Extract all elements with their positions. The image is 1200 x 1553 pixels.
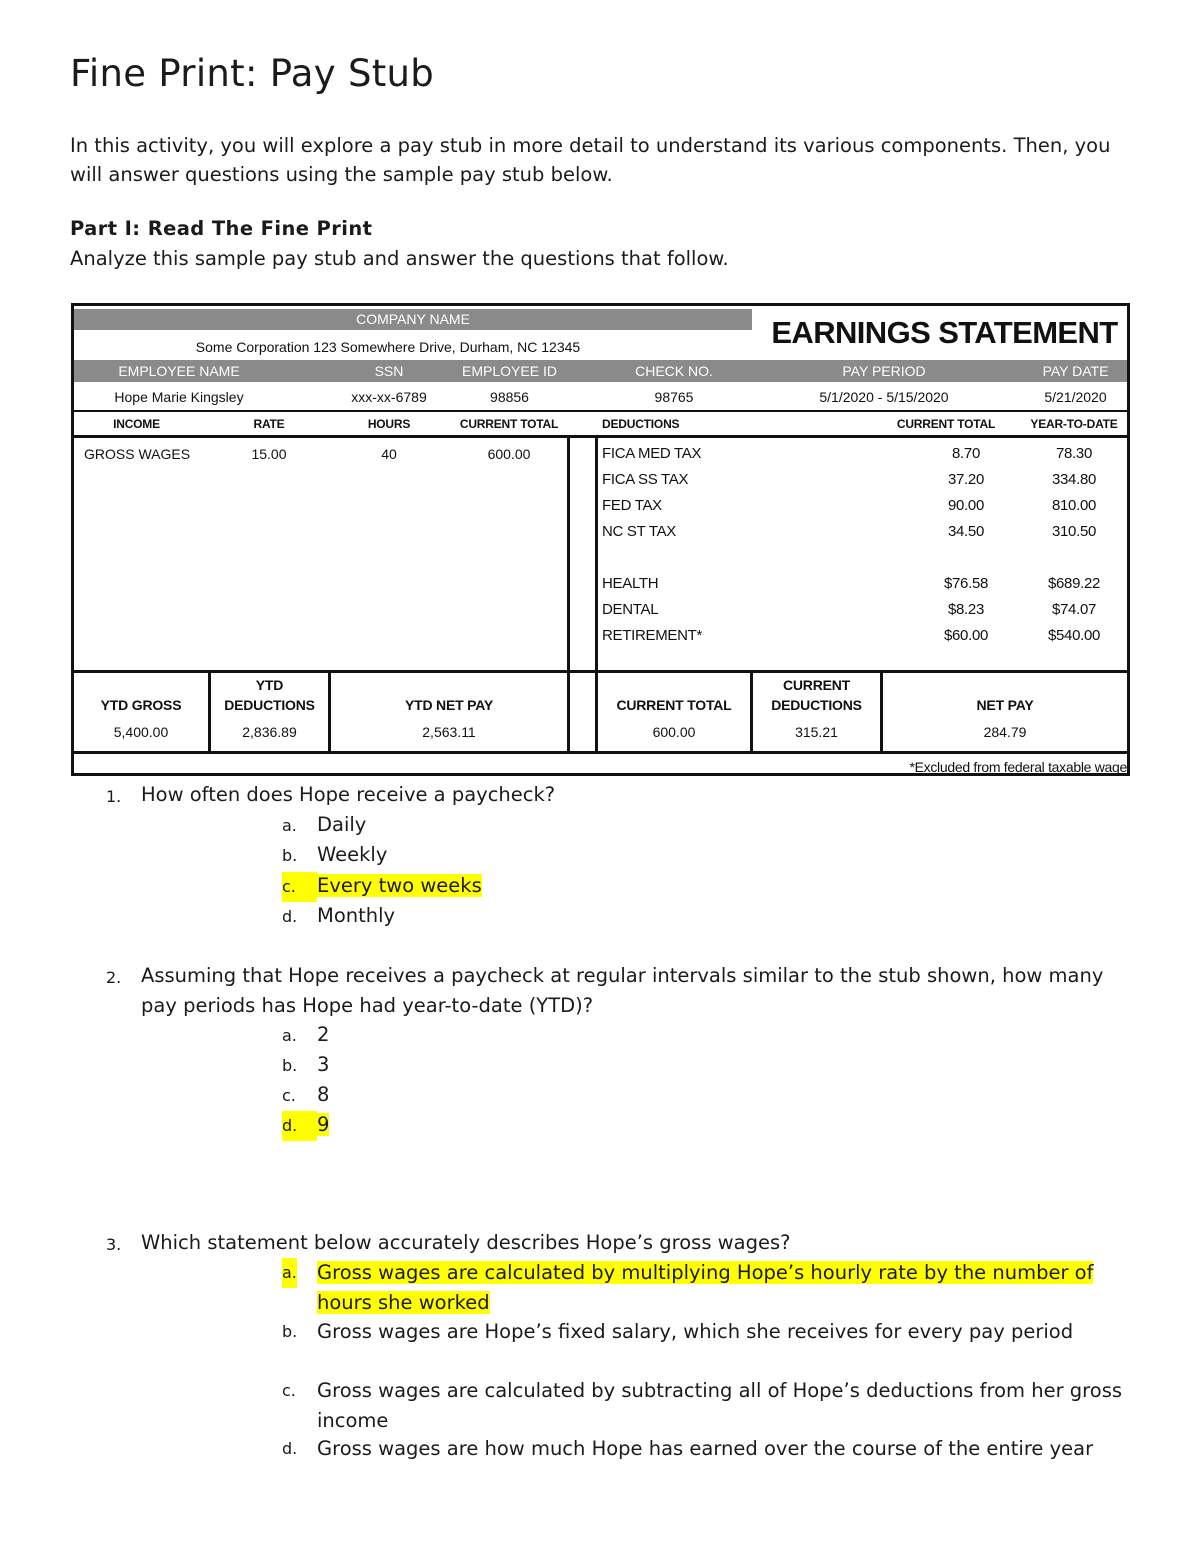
option-text: Every two weeks	[317, 874, 482, 897]
current-total-label: CURRENT TOTAL	[616, 697, 732, 713]
answer-option-selected	[282, 871, 482, 902]
option-text: 9	[317, 1113, 330, 1136]
current-deductions-label-2: DEDUCTIONS	[771, 697, 862, 713]
ytd-net-pay-value: 2,563.11	[422, 724, 476, 740]
income-hours: 40	[381, 446, 397, 462]
question-number: 3.	[106, 1235, 122, 1254]
answer-option	[282, 840, 387, 871]
deduction-label: NC ST TAX	[602, 523, 676, 540]
option-text: Gross wages are Hope’s fixed salary, which she receives for every pay period	[317, 1320, 1074, 1343]
option-letter: b.	[282, 1322, 298, 1341]
option-letter: a.	[282, 1258, 297, 1288]
answer-option-selected	[282, 1258, 1132, 1318]
label-pay-date: PAY DATE	[1042, 363, 1109, 379]
deduction-current: 37.20	[947, 471, 985, 488]
footnote: *Excluded from federal taxable wage	[909, 759, 1127, 775]
deduction-label: FICA SS TAX	[602, 471, 689, 488]
deduction-ytd: $689.22	[1047, 575, 1101, 592]
deduction-current: $60.00	[943, 627, 989, 644]
deduction-ytd: $74.07	[1051, 601, 1097, 618]
income-rate: 15.00	[251, 446, 287, 462]
answer-option-selected	[282, 1110, 329, 1141]
deduction-label: RETIREMENT*	[602, 627, 703, 644]
question-number: 2.	[106, 968, 122, 987]
answer-option	[282, 1317, 1132, 1347]
answer-option	[282, 901, 395, 932]
question-text: Assuming that Hope receives a paycheck at regular intervals similar to the stub shown, how many pay periods has Hope had year-to-date (YTD)?	[141, 964, 1104, 1017]
option-letter: d.	[282, 1439, 298, 1458]
company-name-bar: COMPANY NAME	[74, 309, 752, 330]
divider	[74, 410, 1127, 412]
col-hours: HOURS	[367, 417, 411, 431]
company-address: Some Corporation 123 Somewhere Drive, Durham, NC 12345	[195, 339, 581, 355]
option-letter: a.	[282, 1026, 297, 1045]
deduction-label: FED TAX	[602, 497, 662, 514]
part-heading: Part I: Read The Fine Print	[70, 217, 373, 240]
current-deductions-label-1: CURRENT	[782, 677, 851, 693]
current-deductions-value: 315.21	[795, 724, 838, 740]
option-letter: b.	[282, 1056, 298, 1075]
pay-date-value: 5/21/2020	[1044, 389, 1107, 405]
option-letter: d.	[282, 907, 298, 926]
deduction-current: 34.50	[947, 523, 985, 540]
answer-option	[282, 1020, 329, 1051]
option-text: 2	[317, 1023, 330, 1046]
deduction-ytd: 810.00	[1051, 497, 1097, 514]
answer-option	[282, 1080, 329, 1111]
deduction-label: FICA MED TAX	[602, 445, 702, 462]
employee-id-value: 98856	[490, 389, 529, 405]
deduction-ytd: $540.00	[1047, 627, 1101, 644]
col-ded-current-total: CURRENT TOTAL	[896, 417, 996, 431]
current-total-value: 600.00	[652, 724, 696, 740]
question-text: How often does Hope receive a paycheck?	[141, 783, 556, 806]
deduction-current: $76.58	[943, 575, 989, 592]
net-pay-value: 284.79	[983, 724, 1027, 740]
ytd-deductions-value: 2,836.89	[242, 724, 297, 740]
option-text: Weekly	[317, 843, 388, 866]
answer-option	[282, 1050, 329, 1081]
col-rate: RATE	[253, 417, 285, 431]
option-text: 8	[317, 1083, 330, 1106]
income-current-total: 600.00	[487, 446, 531, 462]
ytd-gross-label: YTD GROSS	[100, 697, 182, 713]
col-ytd: YEAR-TO-DATE	[1030, 417, 1118, 431]
income-label: GROSS WAGES	[84, 446, 191, 462]
option-text: Gross wages are how much Hope has earned over the course of the entire year	[317, 1437, 1094, 1460]
deduction-ytd: 310.50	[1051, 523, 1097, 540]
deduction-current: 8.70	[952, 445, 980, 462]
ytd-deductions-label-1: YTD	[255, 677, 284, 693]
deduction-current: 90.00	[947, 497, 985, 514]
label-employee-name: EMPLOYEE NAME	[118, 363, 240, 379]
intro-text: In this activity, you will explore a pay stub in more detail to understand its various components. Then, you will answer questions using the sample pay stub below.	[70, 134, 1111, 186]
ssn-value: xxx-xx-6789	[351, 389, 427, 405]
divider	[74, 435, 1127, 438]
employee-name: Hope Marie Kingsley	[114, 389, 244, 405]
deduction-current: $8.23	[947, 601, 985, 618]
option-letter: c.	[282, 1086, 296, 1105]
option-letter: b.	[282, 846, 298, 865]
option-text: Daily	[317, 813, 367, 836]
ytd-deductions-label-2: DEDUCTIONS	[224, 697, 315, 713]
label-ssn: SSN	[374, 363, 404, 379]
net-pay-label: NET PAY	[976, 697, 1034, 713]
divider	[567, 435, 570, 751]
pay-period-value: 5/1/2020 - 5/15/2020	[819, 389, 949, 405]
page-title: Fine Print: Pay Stub	[70, 52, 435, 95]
check-no-value: 98765	[654, 389, 694, 405]
option-letter: a.	[282, 816, 297, 835]
ytd-gross-value: 5,400.00	[113, 724, 169, 740]
answer-option	[282, 1434, 1132, 1464]
question-text: Which statement below accurately describes Hope’s gross wages?	[141, 1231, 791, 1254]
col-deductions: DEDUCTIONS	[602, 417, 680, 431]
pay-stub	[71, 303, 1130, 776]
answer-option	[282, 810, 366, 841]
deduction-label: HEALTH	[602, 575, 659, 592]
question-number: 1.	[106, 787, 122, 806]
option-text: Gross wages are calculated by subtracting all of Hope’s deductions from her gross income	[317, 1379, 1123, 1432]
deduction-ytd: 78.30	[1055, 445, 1093, 462]
answer-option	[282, 1376, 1132, 1436]
label-employee-id: EMPLOYEE ID	[462, 363, 557, 379]
divider	[74, 670, 1127, 673]
deduction-label: DENTAL	[602, 601, 659, 618]
earnings-statement-title: EARNINGS STATEMENT	[771, 315, 1118, 350]
option-text: Monthly	[317, 904, 396, 927]
option-text: 3	[317, 1053, 330, 1076]
deduction-ytd: 334.80	[1051, 471, 1097, 488]
ytd-net-pay-label: YTD NET PAY	[404, 697, 494, 713]
option-letter: c.	[282, 872, 317, 902]
col-income: INCOME	[113, 417, 160, 431]
col-current-total: CURRENT TOTAL	[459, 417, 559, 431]
option-text: Gross wages are calculated by multiplying Hope’s hourly rate by the number of hours she worked	[317, 1261, 1094, 1314]
label-pay-period: PAY PERIOD	[842, 363, 926, 379]
divider	[74, 751, 1127, 754]
label-check-no: CHECK NO.	[635, 363, 713, 379]
option-letter: d.	[282, 1111, 317, 1141]
option-letter: c.	[282, 1381, 296, 1400]
part-subtext: Analyze this sample pay stub and answer the questions that follow.	[70, 247, 729, 270]
